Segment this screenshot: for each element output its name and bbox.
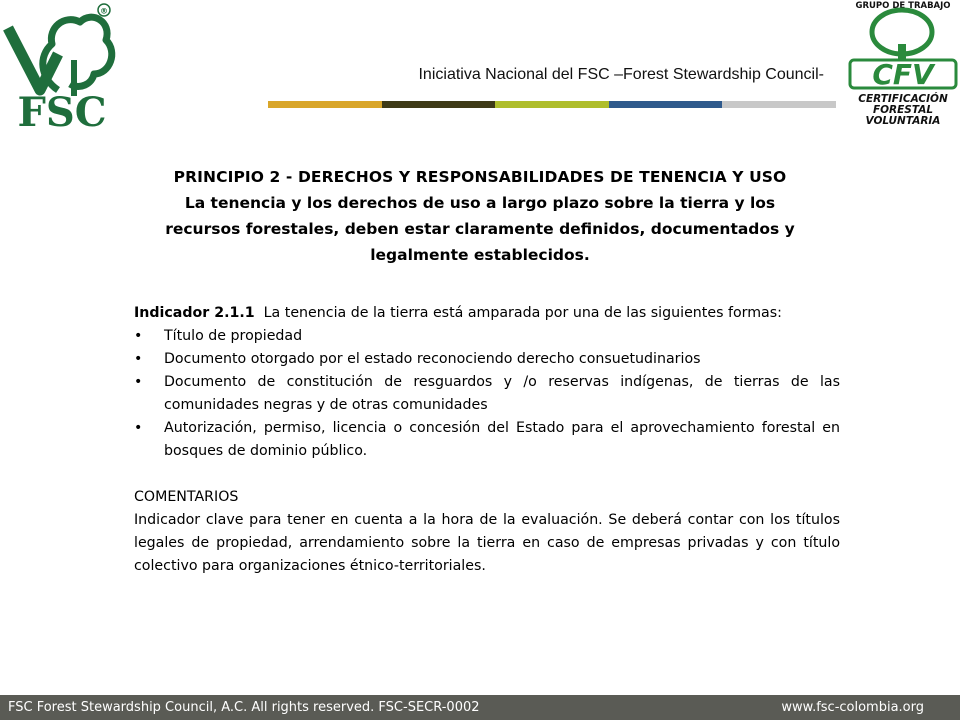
cfv-line1: CERTIFICACIÓN bbox=[858, 93, 948, 105]
color-bar-segment bbox=[382, 101, 496, 108]
registered-mark: ® bbox=[100, 6, 108, 16]
principle-title: PRINCIPIO 2 - DERECHOS Y RESPONSABILIDADES DE TENENCIA Y USO bbox=[173, 168, 787, 186]
indicator-intro bbox=[134, 302, 840, 325]
cfv-logo bbox=[846, 0, 960, 130]
indicator-text: La tenencia de la tierra está amparada por una de las siguientes formas: bbox=[263, 305, 782, 321]
cfv-line2: FORESTAL bbox=[872, 104, 934, 116]
list-item: • Documento de constitución de resguardos y /o reservas indígenas, de tierras de las comunidades negras y de otras comunidades bbox=[134, 371, 840, 417]
comments-heading: COMENTARIOS bbox=[134, 489, 239, 505]
principle-statement: La tenencia y los derechos de uso a largo plazo sobre la tierra y los recursos forestales, deben estar claramente definidos, documentados y legalmente establecidos. bbox=[165, 194, 795, 264]
fsc-logo bbox=[0, 0, 124, 134]
color-bar-segment bbox=[609, 101, 723, 108]
cfv-line3: VOLUNTARIA bbox=[865, 115, 941, 127]
header-title: Iniciativa Nacional del FSC –Forest Stewardship Council- bbox=[418, 66, 824, 83]
cfv-logo-text: CFV bbox=[872, 58, 934, 91]
color-bar-segment bbox=[495, 101, 609, 108]
footer-website-link[interactable]: www.fsc-colombia.org bbox=[781, 700, 924, 715]
list-item: • Autorización, permiso, licencia o concesión del Estado para el aprovechamiento forestal en bosques de dominio público. bbox=[134, 417, 840, 463]
indicator-section bbox=[134, 302, 840, 578]
cfv-top-text: GRUPO DE TRABAJO bbox=[855, 1, 951, 11]
indicator-list bbox=[134, 325, 840, 463]
color-bar-segment bbox=[722, 101, 836, 108]
comments-text: Indicador clave para tener en cuenta a la hora de la evaluación. Se deberá contar con los títulos legales de propiedad, arrendamiento sobre la tierra en caso de empresas privadas y con título colectivo para organizaciones étnico-territoriales. bbox=[134, 512, 840, 574]
indicator-label: Indicador 2.1.1 bbox=[134, 305, 255, 321]
color-bar-segment bbox=[268, 101, 382, 108]
footer-copyright: FSC Forest Stewardship Council, A.C. All rights reserved. FSC-SECR-0002 bbox=[8, 700, 480, 715]
principle-block bbox=[150, 164, 810, 268]
header-color-bar bbox=[268, 101, 836, 108]
list-item: • Documento otorgado por el estado reconociendo derecho consuetudinarios bbox=[134, 348, 840, 371]
fsc-logo-text: FSC bbox=[17, 89, 107, 134]
footer-bar bbox=[0, 695, 960, 720]
list-item: • Título de propiedad bbox=[134, 325, 840, 348]
